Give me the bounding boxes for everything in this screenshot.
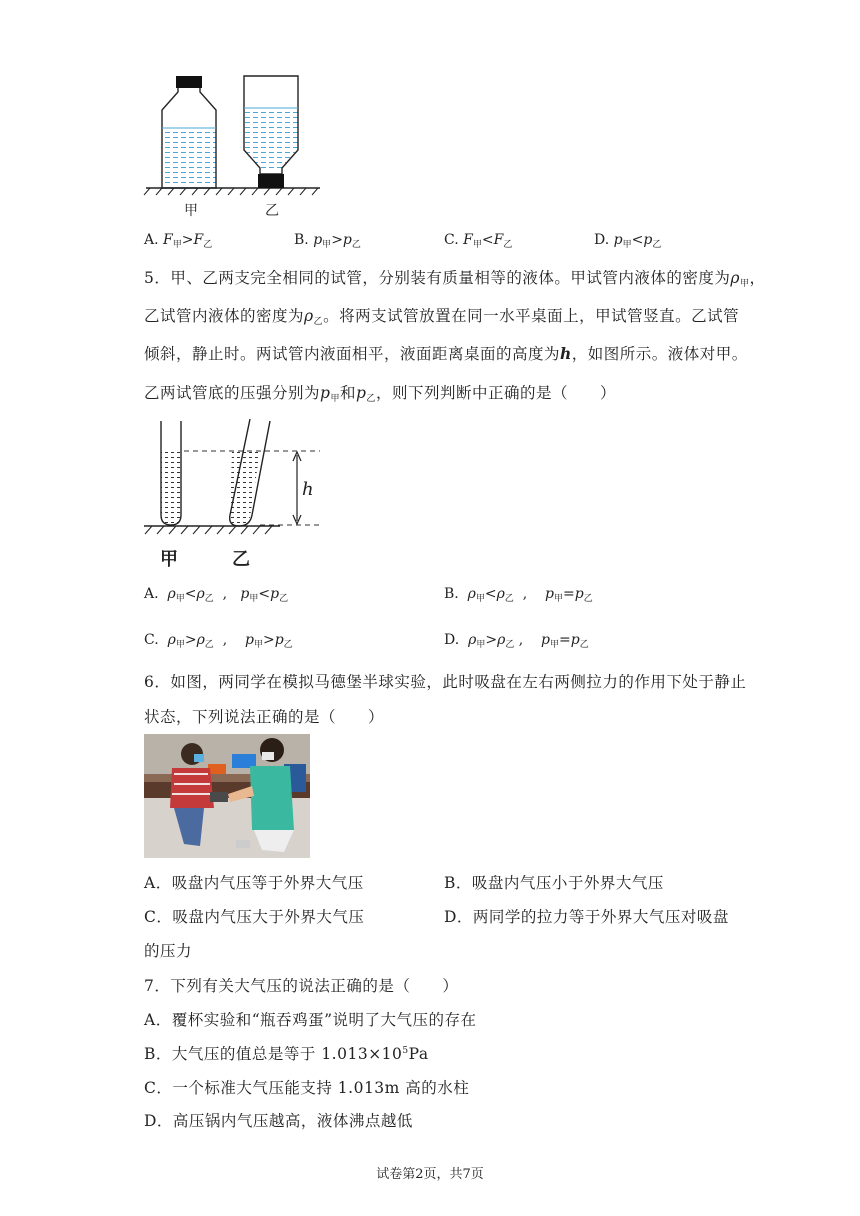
q4-option-a[interactable]: A. $F_甲>F_乙$ (144, 232, 213, 250)
q5-stem-line-2: 乙试管内液体的密度为ρ乙。将两支试管放置在同一水平桌面上，甲试管竖直。乙试管 (144, 307, 740, 327)
q6-option-d-continued: 的压力 (144, 942, 193, 960)
q7-option-b[interactable]: B．大气压的值总是等于 $1.013\times 10^5Pa$ (144, 1045, 429, 1063)
q6-option-a[interactable]: A．吸盘内气压等于外界大气压 (144, 874, 364, 892)
page-footer: 试卷第2页，共7页 (376, 1167, 484, 1182)
q6-stem-line-1: 6．如图，两同学在模拟马德堡半球实验，此时吸盘在左右两侧拉力的作用下处于静止 (144, 673, 747, 691)
q5-label-yi: 乙 (232, 549, 250, 570)
q5-option-a[interactable]: A. $\rho_甲<\rho_乙$ , $p_甲<p_乙$ (144, 586, 289, 604)
q6-photo (144, 734, 310, 858)
q5-label-jia: 甲 (160, 549, 178, 570)
q5-stem-line-3: 倾斜，静止时。两试管内液面相平，液面距离桌面的高度为h，如图所示。液体对甲。 (144, 344, 748, 363)
q4-label-yi: 乙 (265, 203, 279, 219)
q6-option-d[interactable]: D．两同学的拉力等于外界大气压对吸盘 (444, 908, 729, 926)
q4-option-d[interactable]: D. $p_甲<p_乙$ (594, 232, 662, 250)
q7-stem: 7．下列有关大气压的说法正确的是（ ） (144, 977, 459, 995)
q5-option-c[interactable]: C. $\rho_甲>\rho_乙$ , $p_甲>p_乙$ (144, 632, 293, 650)
q5-option-b[interactable]: B. $\rho_甲<\rho_乙$ , $p_甲=p_乙$ (444, 586, 593, 604)
q6-option-b[interactable]: B．吸盘内气压小于外界大气压 (444, 874, 664, 892)
q5-label-h: h (302, 479, 314, 500)
q5-option-d[interactable]: D. $\rho_甲>\rho_乙$ , $p_甲=p_乙$ (444, 632, 589, 650)
q4-option-c[interactable]: C. $F_甲<F_乙$ (444, 232, 513, 250)
q4-option-b[interactable]: B. $p_甲>p_乙$ (294, 232, 361, 250)
q5-test-tubes-figure (140, 415, 330, 540)
q4-label-jia: 甲 (184, 203, 198, 219)
q4-bottles-figure (140, 70, 330, 220)
q6-stem-line-2: 状态，下列说法正确的是（ ） (144, 708, 385, 726)
q6-option-c[interactable]: C．吸盘内气压大于外界大气压 (144, 908, 365, 926)
q7-option-c[interactable]: C．一个标准大气压能支持 1.013m 高的水柱 (144, 1079, 470, 1097)
q5-stem-line-4: 乙两试管底的压强分别为p甲和p乙，则下列判断中正确的是（ ） (144, 384, 616, 404)
q7-option-a[interactable]: A．覆杯实验和“瓶吞鸡蛋”说明了大气压的存在 (144, 1011, 477, 1029)
q7-option-d[interactable]: D．高压锅内气压越高，液体沸点越低 (144, 1112, 413, 1130)
q5-stem-line-1: 5．甲、乙两支完全相同的试管，分别装有质量相等的液体。甲试管内液体的密度为ρ甲， (144, 269, 766, 289)
